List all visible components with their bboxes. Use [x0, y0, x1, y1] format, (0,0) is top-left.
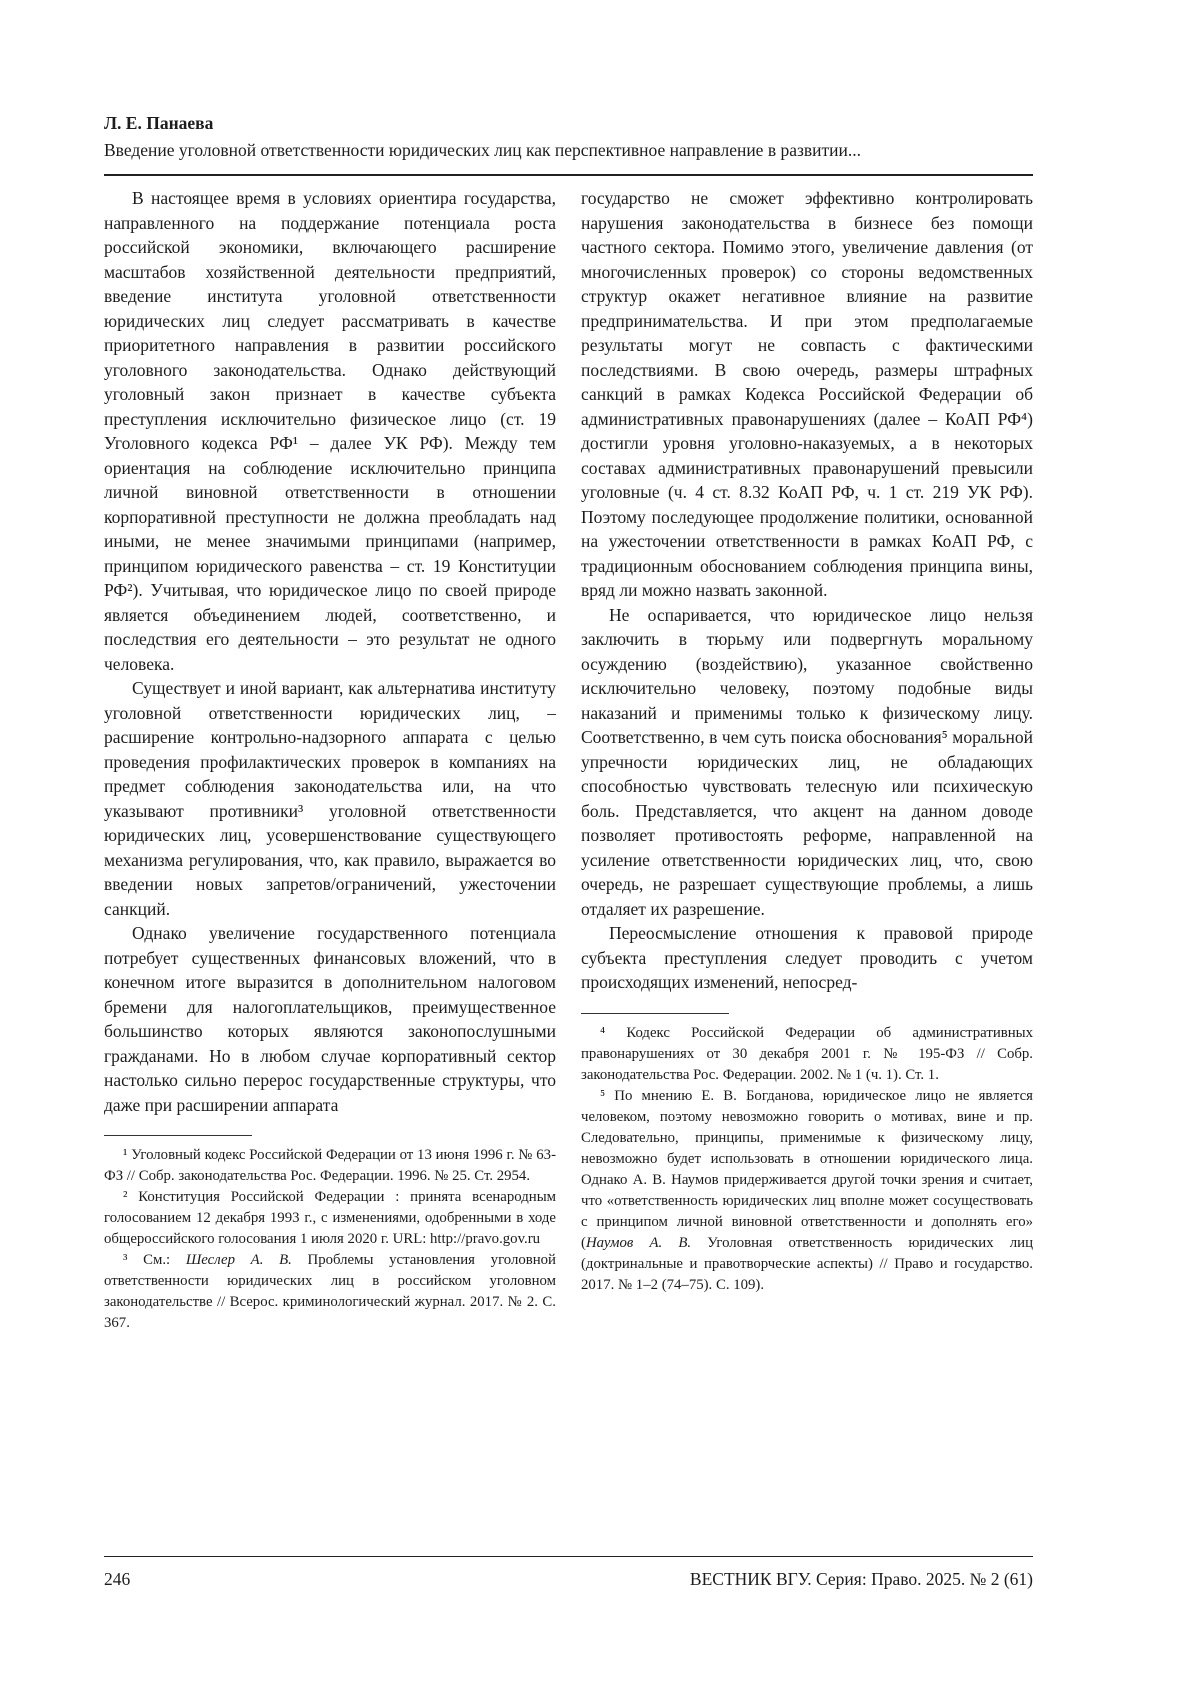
body-paragraph: Однако увеличение государственного потенциала потребует существенных финансовых вложений, что в конечном итоге выразится в дополнительном налоговом бремени для налогоплательщиков, преимущественное большинство которых являются законопослушными гражданами. Но в любом случае корпоративный сектор настолько сильно перерос государственные структуры, что даже при расширении аппарата: [104, 923, 556, 1115]
italic-text-run: Шеслер А. В.: [185, 1252, 292, 1268]
page-number: 246: [104, 1569, 131, 1589]
author-name: Л. Е. Панаева: [104, 113, 214, 133]
left-column-text: [104, 186, 556, 1117]
right-column-text: [581, 186, 1033, 995]
text-run: ³ См.:: [123, 1252, 186, 1268]
text-run: Проблемы установления уголовной ответственности юридических лиц в российском уголовном законодательстве // Всерос. криминологический журнал. 2017. № 2. С. 367.: [104, 1252, 556, 1331]
article-body: [104, 186, 1033, 1334]
journal-info: ВЕСТНИК ВГУ. Серия: Право. 2025. № 2 (61): [689, 1569, 1033, 1589]
right-footnote-list: [581, 1023, 1033, 1296]
text-run: ⁵ По мнению Е. В. Богданова, юридическое лицо не является человеком, поэтому невозможно говорить о мотивах, вине и пр. Следовательно, принципы, применимые к физическому лицу, невозможно будет использовать в отношении юридического лица. Однако А. В. Наумов придерживается другой точки зрения и считает, что «ответственность юридических лиц вполне может сосуществовать с принципом личной виновной ответственности и дополнять его» (: [581, 1087, 1033, 1251]
left-column-footnotes: [104, 1135, 556, 1334]
page-header: [104, 112, 1033, 176]
footnote: ⁴ Кодекс Российской Федерации об административных правонарушениях от 30 декабря 2001 г. № 195-ФЗ // Собр. законодательства Рос. Федерации. 2002. № 1 (ч. 1). Ст. 1.: [581, 1024, 1033, 1083]
body-paragraph: Не оспаривается, что юридическое лицо нельзя заключить в тюрьму или подвергнуть моральному осуждению (воздействию), указанное свойственно исключительно человеку, поэтому подобные виды наказаний и применимы только к физическому лицу. Соответственно, в чем суть поиска обоснования⁵ моральной упречности юридических лиц, не обладающих способностью чувствовать телесную или психическую боль. Представляется, что акцент на данном доводе позволяет противостоять реформе, направленной на усиление ответственности юридических лиц, что, свою очередь, не разрешает существующие проблемы, а лишь отдаляет их разрешение.: [581, 604, 1033, 919]
body-paragraph: В настоящее время в условиях ориентира государства, направленного на поддержание потенциала роста российской экономики, включающего расширение масштабов хозяйственной деятельности предприятий, введение института уголовной ответственности юридических лиц следует рассматривать в качестве приоритетного направления в развитии российского уголовного законодательства. Однако действующий уголовный закон признает в качестве субъекта преступления исключительно физическое лицо (ст. 19 Уголовного кодекса РФ¹ – далее УК РФ). Между тем ориентация на соблюдение исключительно принципа личной виновной ответственности в отношении корпоративной преступности не должна преобладать над иными, не менее значимыми принципами (например, принципом юридического равенства – ст. 19 Конституции РФ²). Учитывая, что юридическое лицо по своей природе является объединением людей, соответственно, и последствия его деятельности – это результат не одного человека.: [104, 188, 556, 674]
footnote-separator: [581, 1013, 729, 1014]
right-column: [581, 186, 1033, 1296]
italic-text-run: Наумов А. В.: [585, 1234, 692, 1251]
body-paragraph: государство не сможет эффективно контролировать нарушения законодательства в бизнесе без помощи частного сектора. Помимо этого, увеличение давления (от многочисленных проверок) со стороны ведомственных структур окажет негативное влияние на развитие предпринимательства. И при этом предполагаемые результаты могут не совпасть с фактическими последствиями. В свою очередь, размеры штрафных санкций в рамках Кодекса Российской Федерации об административных правонарушениях (далее – КоАП РФ⁴) достигли уровня уголовно-наказуемых, а в некоторых составах административных правонарушений превысили уголовные (ч. 4 ст. 8.32 КоАП РФ, ч. 1 ст. 219 УК РФ). Поэтому последующее продолжение политики, основанной на ужесточении ответственности в рамках КоАП РФ, с традиционным обоснованием соблюдения принципа вины, вряд ли можно назвать законной.: [581, 188, 1033, 600]
page-footer: [104, 1556, 1033, 1591]
left-column: [104, 186, 556, 1334]
footnote: [581, 1086, 1033, 1296]
body-paragraph: Существует и иной вариант, как альтернатива институту уголовной ответственности юридических лиц, – расширение контрольно-надзорного аппарата с целью проведения профилактических проверок в компаниях на предмет соблюдения законодательства или, на что указывают противники³ уголовной ответственности юридических лиц, усовершенствование существующего механизма регулирования, что, как правило, выражается во введении новых запретов/ограничений, ужесточении санкций.: [104, 678, 556, 919]
right-column-footnotes: [581, 1013, 1033, 1296]
running-title: Введение уголовной ответственности юридических лиц как перспективное направление в развитии...: [104, 139, 862, 160]
body-paragraph: Переосмысление отношения к правовой природе субъекта преступления следует проводить с учетом происходящих изменений, непосред-: [581, 923, 1033, 992]
left-footnote-list: [104, 1145, 556, 1334]
text-run: Уголовная ответственность юридических лиц (доктринальные и правотворческие аспекты) // Право и государство. 2017. № 1–2 (74–75). С. 109).: [581, 1234, 1033, 1293]
footnote: [104, 1250, 556, 1334]
footnote-separator: [104, 1135, 252, 1136]
footnote: ² Конституция Российской Федерации : принята всенародным голосованием 12 декабря 1993 г., с изменениями, одобренными в ходе общероссийского голосования 1 июля 2020 г. URL: http://pravo.gov.ru: [104, 1189, 556, 1247]
footnote: ¹ Уголовный кодекс Российской Федерации от 13 июня 1996 г. № 63-ФЗ // Собр. законодательства Рос. Федерации. 1996. № 25. Ст. 2954.: [104, 1147, 556, 1184]
